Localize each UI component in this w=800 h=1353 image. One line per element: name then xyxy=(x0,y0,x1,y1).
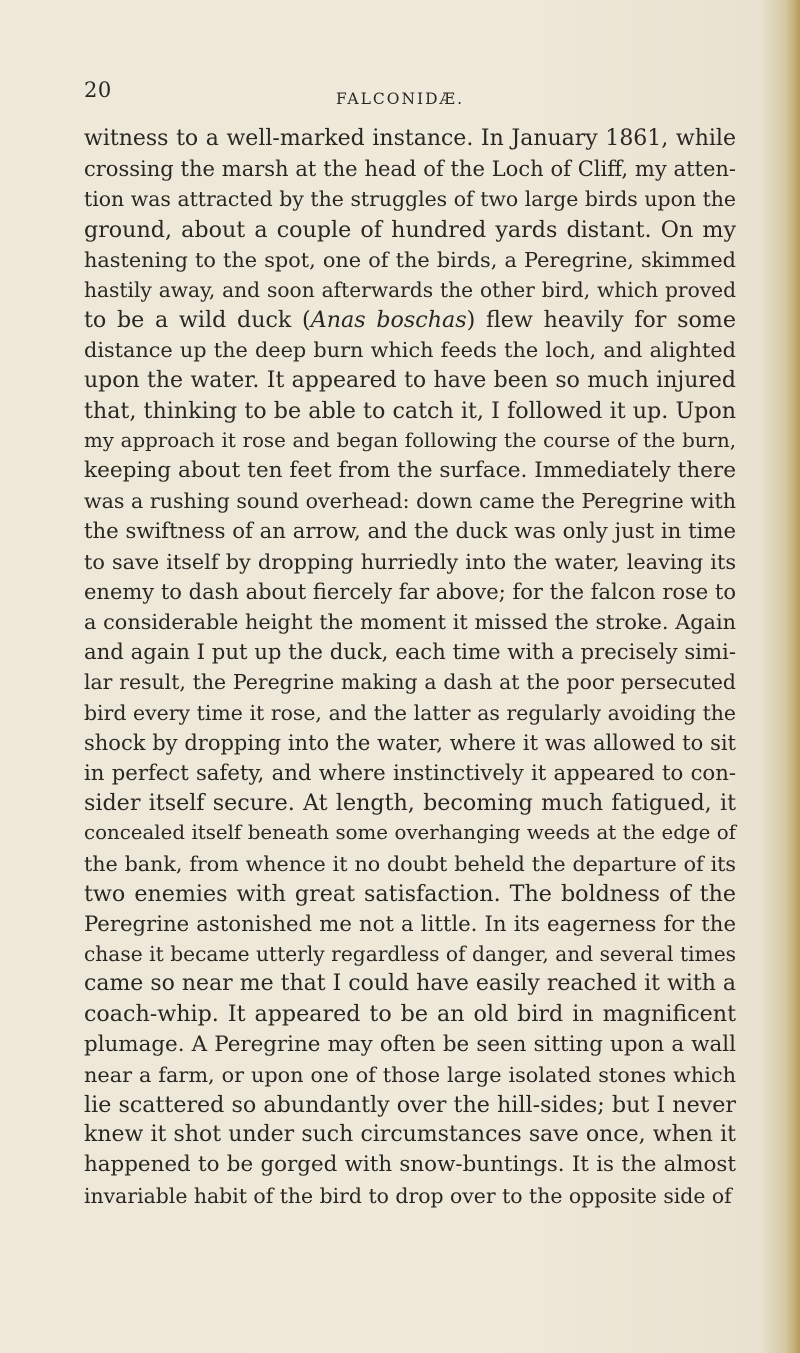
text-line: hastily away, and soon afterwards the other bird, which proved xyxy=(84,277,736,302)
text-line: distance up the deep burn which feeds the loch, and alighted xyxy=(84,338,736,363)
text-line: lie scattered so abundantly over the hill-sides; but I never xyxy=(84,1092,736,1118)
page-edge-binding xyxy=(786,0,800,1353)
text-line: shock by dropping into the water, where it was allowed to sit xyxy=(84,730,736,755)
text-line: a considerable height the moment it missed the stroke. Again xyxy=(84,610,736,634)
text-line: came so near me that I could have easily reached it with a xyxy=(84,971,736,997)
text-line: concealed itself beneath some overhanging weeds at the edge of xyxy=(84,821,736,845)
text-line: coach-whip. It appeared to be an old bird in magnificent xyxy=(84,1001,736,1028)
text-line: bird every time it rose, and the latter as regularly avoiding the xyxy=(84,700,736,725)
text-line: to save itself by dropping hurriedly into the water, leaving its xyxy=(84,549,736,574)
text-line: invariable habit of the bird to drop over to the opposite side of xyxy=(84,1183,732,1208)
text-line: that, thinking to be able to catch it, I followed it up. Upon xyxy=(84,397,736,424)
text-line: knew it shot under such circumstances save once, when it xyxy=(84,1122,736,1148)
text-line: crossing the marsh at the head of the Loch of Cliff, my atten- xyxy=(84,157,736,182)
text-line: two enemies with great satisfaction. The boldness of the xyxy=(84,880,736,907)
text-line: the bank, from whence it no doubt beheld the departure of its xyxy=(84,851,736,876)
text-line: my approach it rose and began following the course of the burn, xyxy=(84,428,736,452)
text-line: witness to a well-marked instance. In January 1861, while xyxy=(84,126,736,151)
text-line: Peregrine astonished me not a little. In its eagerness for the xyxy=(84,910,736,936)
text-line xyxy=(84,305,736,335)
text-line: the swiftness of an arrow, and the duck was only just in time xyxy=(84,518,736,544)
species-name-italic: Anas boschas xyxy=(310,307,467,334)
text-line: enemy to dash about fiercely far above; for the falcon rose to xyxy=(84,579,736,604)
text-line: hastening to the spot, one of the birds, a Peregrine, skimmed xyxy=(84,247,736,272)
text-line: lar result, the Peregrine making a dash at the poor persecuted xyxy=(84,670,736,695)
body-text xyxy=(84,124,736,1211)
text-line: sider itself secure. At length, becoming much fatigued, it xyxy=(84,790,736,817)
text-line: tion was attracted by the struggles of two large birds upon the xyxy=(84,187,736,212)
text-line: happened to be gorged with snow-buntings. It is the almost xyxy=(84,1152,736,1178)
running-head: FALCONIDÆ. xyxy=(335,90,464,108)
text-line: chase it became utterly regardless of danger, and several times xyxy=(84,942,736,967)
text-line: ground, about a couple of hundred yards distant. On my xyxy=(84,216,736,243)
text-line: was a rushing sound overhead: down came the Peregrine with xyxy=(84,489,736,514)
text-line: plumage. A Peregrine may often be seen sitting upon a wall xyxy=(84,1031,736,1057)
text-line: keeping about ten feet from the surface. Immediately there xyxy=(84,458,736,484)
page-number: 20 xyxy=(84,78,112,102)
text-line: upon the water. It appeared to have been so much injured xyxy=(84,367,736,393)
text-run: ) flew heavily for some xyxy=(466,307,736,334)
text-line: and again I put up the duck, each time with a precisely simi- xyxy=(84,639,736,665)
text-line: near a farm, or upon one of those large isolated stones which xyxy=(84,1062,736,1087)
text-line: in perfect safety, and where instinctively it appeared to con- xyxy=(84,759,736,785)
text-run: to be a wild duck ( xyxy=(84,307,311,334)
